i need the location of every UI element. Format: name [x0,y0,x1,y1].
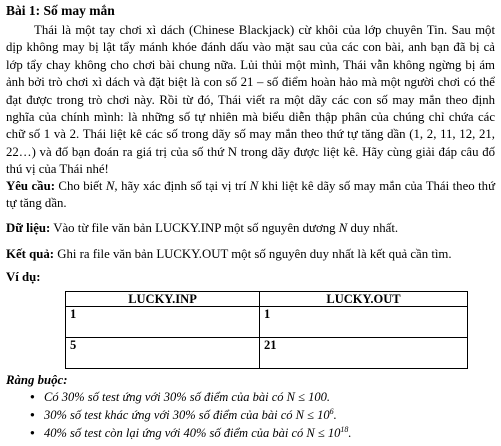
table-cell-output: 1 [260,307,468,338]
table-row [66,338,468,369]
output-label: Kết quả: [6,247,54,261]
table-cell-input: 5 [66,338,260,369]
input-text-b: duy nhất. [347,221,399,235]
constraint-tail: . [333,408,337,422]
example-label: Ví dụ: [6,270,41,284]
table-cell-output: 21 [260,338,468,369]
request-section [6,178,495,212]
input-var: N [338,221,348,235]
constraint-text: Có 30% số test ứng với 30% số điểm của bài có N ≤ 100. [44,390,330,404]
output-text: Ghi ra file văn bản LUCKY.OUT một số nguyên duy nhất là kết quả cần tìm. [54,247,452,261]
request-label: Yêu cầu: [6,179,55,193]
request-var-a: N [105,179,115,193]
input-section [6,220,495,237]
constraint-item [30,406,351,424]
constraint-exponent: 18 [340,424,349,434]
problem-title: Bài 1: Số may mắn [6,3,115,18]
table-header-row [66,292,468,307]
example-table [65,291,468,369]
request-var-b: N [249,179,259,193]
output-section [6,246,495,263]
constraint-text: 40% số test còn lại ứng với 40% số điểm của bài có N ≤ 10 [44,426,341,440]
header-lucky-inp: LUCKY.INP [66,292,260,307]
table-row [66,307,468,338]
constraint-tail: . [348,426,352,440]
request-text-a: Cho biết [54,179,106,193]
constraint-exponent: 6 [329,406,334,416]
request-text-b: , hãy xác định số tại vị trí [114,179,250,193]
header-lucky-out: LUCKY.OUT [260,292,468,307]
constraints-label: Ràng buộc: [6,373,68,387]
input-text-a: Vào từ file văn bản LUCKY.INP một số nguyên dương [50,221,339,235]
problem-statement: Thái là một tay chơi xì dách (Chinese Blackjack) cừ khôi của lớp chuyên Tin. Sau một dịp không may bị lật tẩy mánh khóe đánh dấu vào mặt sau của các con bài, anh bạn đã bị cả lớp tẩy chay không cho chơi bài chung nữa. Lủi thủi một mình, Thái vẫn không ngừng bị ám ảnh bởi trò chơi xì dách và đặt biệt là con số 21 – số điểm hoàn hảo mà một người chơi có thể đạt được trong trò chơi này. Rồi từ đó, Thái viết ra một dãy các con số may mắn theo định nghĩa của chính mình: là những số tự nhiên mà biểu diễn thập phân của chúng chỉ chứa các chữ số 1 và 2. Thái liệt kê các số trong dãy số may mắn theo thứ tự tăng dần (1, 2, 11, 12, 21, 22…) và đố bạn đoán ra giá trị của số thứ N trong dãy được liệt kê. Hãy cùng giải đáp câu đố thú vị của Thái nhé! [6,23,495,177]
table-cell-input: 1 [66,307,260,338]
request-text-c: khi liệt kê dãy số may mắn của Thái theo thứ tự tăng dần. [6,179,496,210]
constraint-item [30,424,351,442]
input-label: Dữ liệu: [6,221,51,235]
constraint-text: 30% số test khác ứng với 30% số điểm của bài có N ≤ 10 [44,408,330,422]
constraint-item [30,388,351,406]
constraints-list [30,388,351,442]
